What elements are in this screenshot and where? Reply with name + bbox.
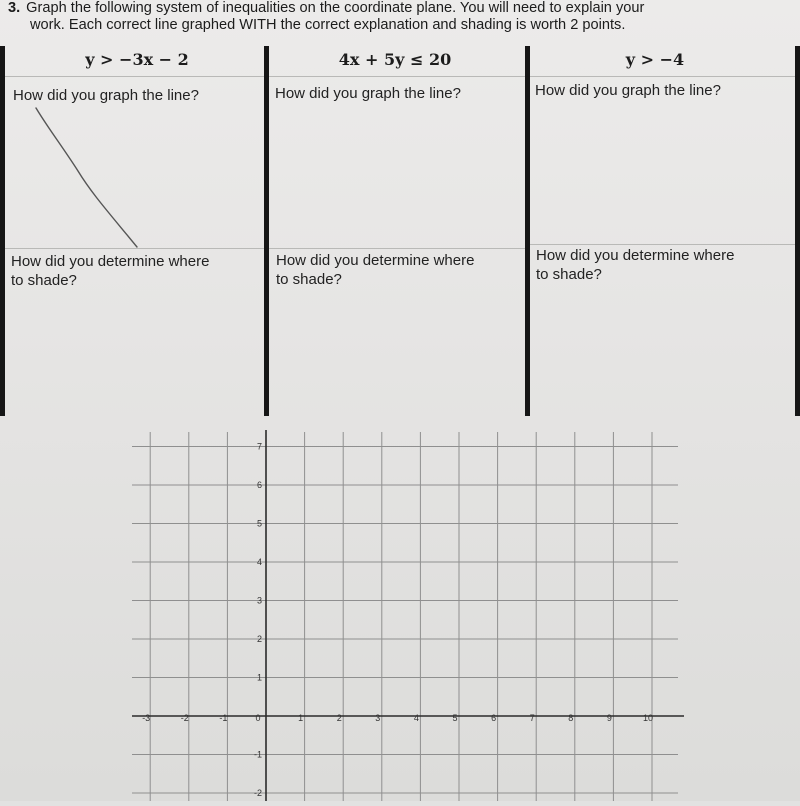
y-tick-label: 6 [256, 480, 262, 490]
x-tick-label: 8 [568, 713, 574, 723]
x-tick-label: 6 [491, 713, 497, 723]
x-tick-label: 5 [452, 713, 458, 723]
x-tick-label: 0 [255, 713, 261, 723]
shade-question-2 [276, 251, 474, 289]
coordinate-plane [0, 416, 800, 801]
y-tick-label: 2 [256, 634, 262, 644]
y-tick-label: 1 [256, 672, 262, 683]
shade-question-3-line-1: How did you determine where [536, 247, 735, 264]
explanation-table [0, 46, 800, 416]
instructions-line-1: Graph the following system of inequalities on the coordinate plane. You will need to explain your [26, 0, 645, 16]
shade-question-3 [536, 246, 734, 284]
x-tick-label: 7 [529, 713, 535, 723]
inequality-2: 4x + 5y ≤ 20 [338, 50, 452, 69]
shade-question-3-line-2: to shade? [536, 266, 602, 283]
header-rule-2 [269, 76, 525, 77]
mid-rule-2 [269, 248, 525, 249]
graph-question-3: How did you graph the line? [535, 82, 721, 99]
problem-instructions [8, 0, 793, 34]
table-border-right [795, 46, 800, 416]
graph-question-1: How did you graph the line? [13, 87, 199, 104]
header-rule-3 [530, 76, 795, 77]
pencil-stroke [0, 46, 264, 276]
inequality-1: y > −3x − 2 [85, 50, 189, 69]
x-tick-label: 9 [606, 713, 612, 723]
mid-rule-3 [530, 244, 795, 245]
shade-question-1-line-1: How did you determine where [11, 253, 210, 270]
graph-question-2: How did you graph the line? [275, 85, 461, 102]
shade-question-1-line-2: to shade? [11, 272, 77, 289]
x-tick-label: -1 [219, 713, 228, 723]
y-tick-label: 5 [256, 518, 262, 529]
y-tick-label: 7 [256, 441, 262, 452]
shade-question-2-line-1: How did you determine where [276, 252, 475, 269]
x-tick-label: -2 [180, 713, 189, 723]
y-tick-label: -2 [253, 788, 262, 798]
y-tick-label: 4 [256, 557, 262, 567]
x-tick-label: -3 [142, 713, 151, 723]
coordinate-grid [0, 416, 800, 801]
y-tick-label: -1 [253, 749, 262, 760]
shade-question-2-line-2: to shade? [276, 271, 342, 288]
y-tick-label: 3 [256, 595, 262, 606]
instructions-line-2: work. Each correct line graphed WITH the correct explanation and shading is worth 2 points. [30, 17, 626, 33]
x-tick-label: 10 [642, 713, 654, 723]
problem-number: 3. [8, 0, 21, 16]
x-tick-label: 4 [413, 713, 419, 723]
table-divider-1 [264, 46, 269, 416]
inequality-3: y > −4 [625, 50, 685, 69]
table-divider-2 [525, 46, 530, 416]
x-tick-label: 3 [375, 713, 381, 723]
x-tick-label: 1 [298, 713, 304, 723]
x-tick-label: 2 [336, 713, 342, 723]
